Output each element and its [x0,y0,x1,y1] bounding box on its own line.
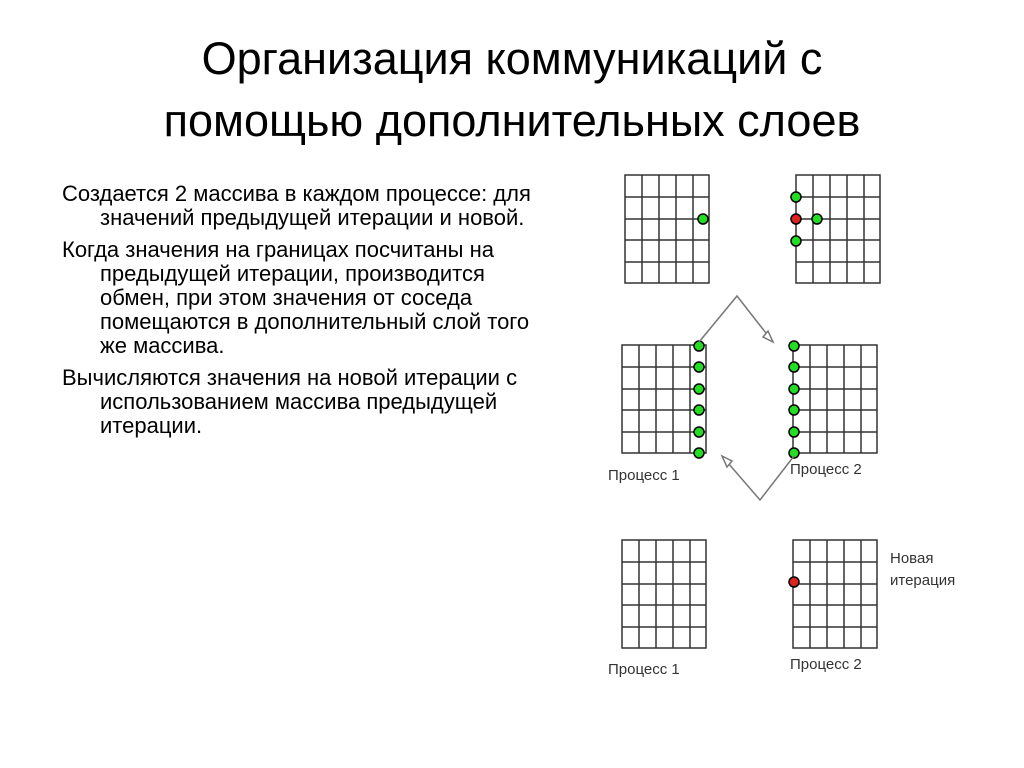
node-red [791,214,801,224]
node-green [694,384,704,394]
process-1-label: Процесс 1 [608,467,680,484]
exchange-arrow-bottom [722,456,794,500]
process-2-label: Процесс 2 [790,461,862,478]
new-iteration-label-line-1: Новая [890,550,934,567]
node-green [812,214,822,224]
process-1-label: Процесс 1 [608,661,680,678]
exchange-column-left [694,341,704,458]
bullet-item: Когда значения на границах посчитаны на предыдущей итерации, производится обмен, при этом значения от соседа помещаются в дополнительный слой того же массива. [62,237,530,358]
node-green [789,362,799,372]
new-iteration-label-line-2: итерация [890,572,956,589]
exchange-arrow-top [699,296,773,342]
grid-middle-right [793,345,877,453]
node-green [694,341,704,351]
node-red [789,577,799,587]
node-green [789,384,799,394]
node-green [694,362,704,372]
node-green [698,214,708,224]
slide-title-line-1: Организация коммуникаций с [201,33,823,84]
process-2-label: Процесс 2 [790,656,862,673]
node-green [791,192,801,202]
node-green [789,341,799,351]
node-green [791,236,801,246]
node-green [694,405,704,415]
grid-bottom-left [622,540,706,648]
bullet-item: Создается 2 массива в каждом процессе: для значений предыдущей итерации и новой. [62,181,531,230]
grid-middle-left [622,345,706,453]
node-green [694,448,704,458]
exchange-column-right [789,341,799,458]
grid-top-left [625,175,709,283]
grid-top-right [796,175,880,283]
bullet-item: Вычисляются значения на новой итерации с использованием массива предыдущей итерации. [62,365,518,438]
grid-bottom-right [793,540,877,648]
node-green [694,427,704,437]
node-green [789,427,799,437]
slide-title-line-2: помощью дополнительных слоев [163,95,861,146]
node-green [789,405,799,415]
